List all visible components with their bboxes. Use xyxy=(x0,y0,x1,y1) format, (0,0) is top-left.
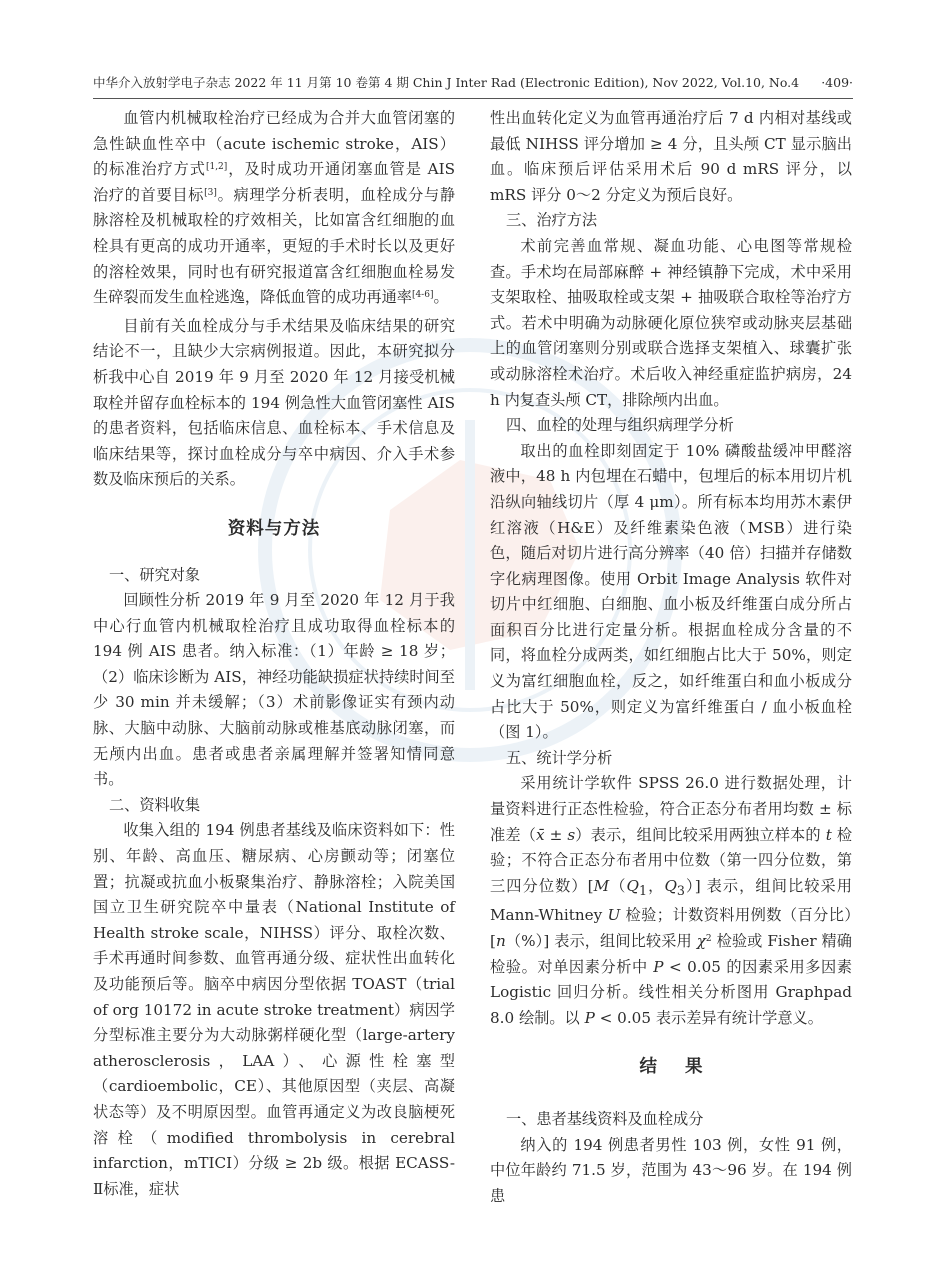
right-column xyxy=(490,106,852,1209)
subsection-heading: 一、研究对象 xyxy=(108,565,201,584)
intro-paragraph-2: 目前有关血栓成分与手术结果及临床结果的研究结论不一，且缺少大宗病例报道。因此，本研究拟分析我中心自 2019 年 9 月至 2020 年 12 月接受机械取栓并留存血栓标本的 194 例急性大血管闭塞性 AIS 的患者资料，包括临床信息、血栓标本、手术信息及临床结果等，探讨血栓成分与卒中病因、介入手术参数及临床预后的关系。 xyxy=(93,316,455,489)
citation-ref[interactable]: [4-6] xyxy=(411,290,434,301)
subsection-heading: 一、患者基线资料及血栓成分 xyxy=(505,1110,704,1128)
paragraph-subjects: 回顾性分析 2019 年 9 月至 2020 年 12 月于我中心行血管内机械取栓治疗且成功取得血栓标本的 194 例 AIS 患者。纳入标准：（1）年龄 ≥ 18 岁；（2）临床诊断为 AIS，神经功能缺损症状持续时间至少 30 min 并未缓解；（3）术前影像证实有颈内动脉、大脑中动脉、大脑前动脉或椎基底动脉闭塞，而无颅内出血。患者或患者亲属理解并签署知情同意书。 xyxy=(93,591,455,789)
citation-ref[interactable]: [3] xyxy=(204,187,217,198)
paragraph-data-collection: 收集入组的 194 例患者基线及临床资料如下：性别、年龄、高血压、糖尿病、心房颤动等；闭塞位置；抗凝或抗血小板聚集治疗、静脉溶栓；入院美国国立卫生研究院卒中量表（National Institute of Health stroke scale，NIHSS）评分、取栓次数、手术再通时间参数、血管再通分级、症状性出血转化及功能预后等。脑卒中病因分型依据 TOAST（trial of org 10172 in acute stroke treatment）病因学分型标准主要分为大动脉粥样硬化型（large-artery atherosclerosis，LAA）、心源性栓塞型（cardioembolic，CE）、其他原因型（夹层、高凝状态等）及不明原因型。血管再通定义为改良脑梗死溶栓（modified thrombolysis in cerebral infarction，mTICI）分级 ≥ 2b 级。根据 ECASS- Ⅱ标准，症状 xyxy=(93,821,455,1198)
paragraph-continued: 性出血转化定义为血管再通治疗后 7 d 内相对基线或最低 NIHSS 评分增加 ≥ 4 分，且头颅 CT 显示脑出血。临床预后评估采用术后 90 d mRS 评分，以 mRS 评分 0～2 分定义为预后良好。 xyxy=(490,109,852,204)
subsection-heading: 三、治疗方法 xyxy=(505,211,598,230)
intro-paragraph-1: 血管内机械取栓治疗已经成为合并大血管闭塞的急性缺血性卒中（acute ischemic stroke，AIS）的标准治疗方式[1,2]，及时成功开通闭塞血管是 AIS 治疗的首要目标[3]。病理学分析表明，血栓成分与静脉溶栓及机械取栓的疗效相关，比如富含红细胞的血栓具有更高的成功开通率，更短的手术时长以及更好的溶栓效果，同时也有研究报道富含红细胞血栓易发生碎裂而发生血栓逃逸，降低血管的成功再通率[4-6]。 xyxy=(93,109,456,307)
paragraph-treatment: 术前完善血常规、凝血功能、心电图等常规检查。手术均在局部麻醉 + 神经镇静下完成，术中采用支架取栓、抽吸取栓或支架 + 抽吸联合取栓等治疗方式。若术中明确为动脉硬化原位狭窄或动脉夹层基础上的血管闭塞则分别或联合选择支架植入、球囊扩张或动脉溶栓术治疗。术后收入神经重症监护病房，24 h 内复查头颅 CT，排除颅内出血。 xyxy=(490,236,852,409)
subsection-heading: 五、统计学分析 xyxy=(505,748,613,767)
citation-ref[interactable]: [1,2] xyxy=(205,162,228,173)
subsection-heading: 二、资料收集 xyxy=(108,795,201,814)
paragraph-statistics: 采用统计学软件 SPSS 26.0 进行数据处理，计量资料进行正态性检验，符合正态分布者用均数 ± 标准差（x̄ ± s）表示，组间比较采用两独立样本的 t 检验；不符合正态分布者用中位数（第一四分位数，第三四分位数）[$M(Q_1$，$Q_3$）] 表示，组间比较采用 Mann-Whitney U 检验；计数资料用例数（百分比）[n（%）] 表示，组间比较采用 $\chi^2$ 检验或 Fisher 精确检验。对单因素分析中 P < 0.05 的因素采用多因素 Logistic 回归分析。线性相关分析图用 Graphpad 8.0 绘制。以 P < 0.05 表示差异有统计学意义。 xyxy=(490,774,853,1027)
paragraph-pathology: 取出的血栓即刻固定于 10% 磷酸盐缓冲甲醛溶液中，48 h 内包埋在石蜡中，包埋后的标本用切片机沿纵向轴线切片（厚 4 μm）。所有标本均用苏木素伊红溶液（H&E）及纤维素染色液（MSB）进行染色，随后对切片进行高分辨率（40 倍）扫描并存储数字化病理图像。使用 Orbit Image Analysis 软件对切片中红细胞、白细胞、血小板及纤维蛋白成分所占面积百分比进行定量分析。根据血栓成分含量的不同，将血栓分成两类，如红细胞占比大于 50%，则定义为富红细胞血栓，反之，如纤维蛋白和血小板成分占比大于 50%，则定义为富纤维蛋白 / 血小板血栓（图 1）。 xyxy=(490,441,852,742)
running-header xyxy=(93,72,853,99)
paragraph-results: 纳入的 194 例患者男性 103 例，女性 91 例，中位年龄约 71.5 岁，范围为 43～96 岁。在 194 例患 xyxy=(490,1135,852,1205)
subsection-heading: 四、血栓的处理与组织病理学分析 xyxy=(505,416,734,435)
left-column xyxy=(93,106,455,1202)
section-heading-results: 结果 xyxy=(639,1057,731,1078)
journal-citation: 中华介入放射学电子杂志 2022 年 11 月第 10 卷第 4 期 Chin J Inter Rad (Electronic Edition), Nov 2022, Vol.10, No.4 xyxy=(93,75,800,90)
section-heading-methods: 资料与方法 xyxy=(227,518,321,539)
page-number: ·409· xyxy=(821,75,853,90)
